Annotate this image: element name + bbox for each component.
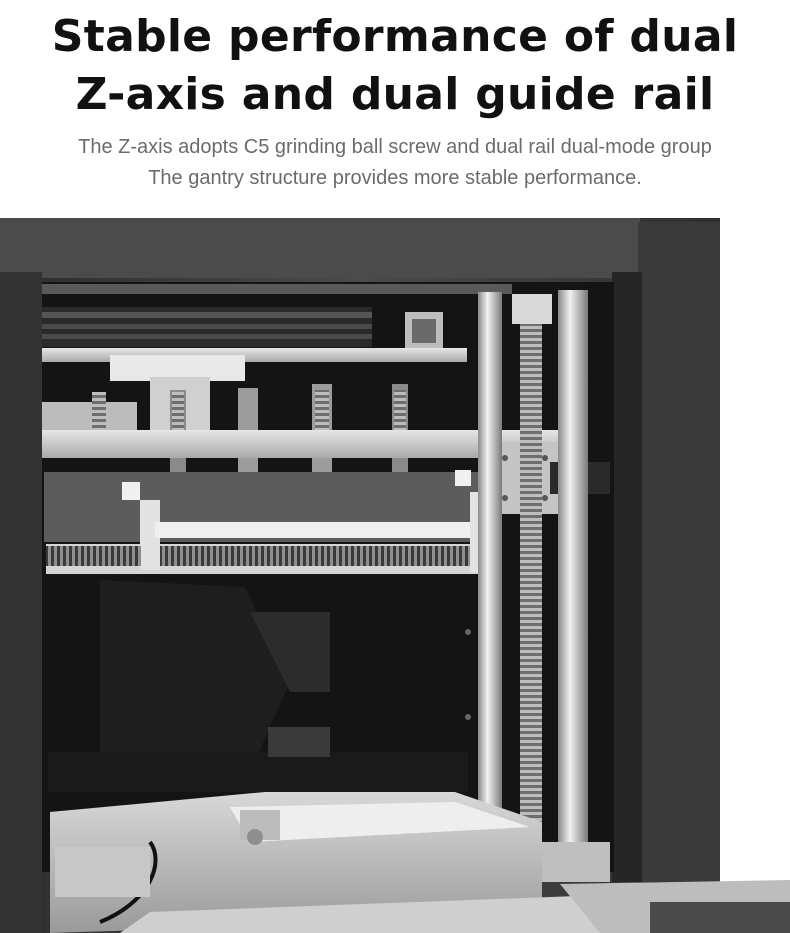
printer-photo	[0, 212, 790, 933]
headline-line-2: Z-axis and dual guide rail	[75, 69, 715, 120]
subtitle-line-2: The gantry structure provides more stable performance.	[148, 167, 642, 189]
headline-line-1: Stable performance of dual	[51, 11, 739, 62]
build-plate	[44, 470, 491, 574]
page-headline	[0, 8, 790, 124]
subtitle-line-1: The Z-axis adopts C5 grinding ball screw and dual rail dual-mode group	[78, 136, 712, 158]
